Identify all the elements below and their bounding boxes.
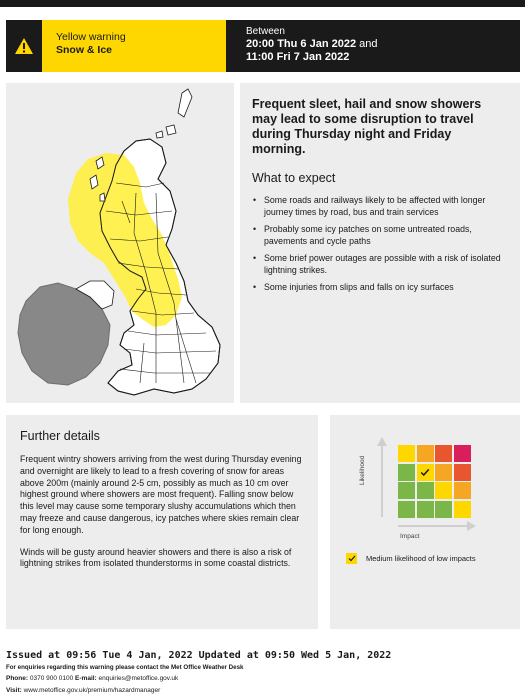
what-to-expect-list xyxy=(252,195,508,294)
impact-axis-arrow xyxy=(467,521,476,531)
likelihood-axis xyxy=(381,445,383,517)
period-start-row xyxy=(246,38,520,51)
list-item: • Probably some icy patches on some untreated roads, pavements and cycle paths xyxy=(252,224,508,247)
email-address: enquiries@metoffice.gov.uk xyxy=(98,675,179,682)
matrix-cell xyxy=(435,464,452,481)
warning-icon-box xyxy=(6,20,42,72)
matrix-cell xyxy=(398,501,415,518)
what-to-expect-title: What to expect xyxy=(252,171,336,185)
matrix-cell xyxy=(454,482,471,499)
warning-type: Snow & Ice xyxy=(56,44,113,56)
visit-url[interactable]: www.metoffice.gov.uk/premium/hazardmanager xyxy=(23,687,161,694)
matrix-cell xyxy=(398,464,415,481)
enquiries-line: For enquiries regarding this warning please contact the Met Office Weather Desk xyxy=(6,664,244,671)
matrix-cell xyxy=(398,445,415,462)
list-item: • Some roads and railways likely to be affected with longer journey times by road, bus and train services xyxy=(252,195,508,218)
legend-swatch xyxy=(346,553,357,564)
checkmark-icon xyxy=(420,468,430,477)
matrix-cell xyxy=(454,501,471,518)
what-to-expect-panel xyxy=(240,83,520,403)
matrix-cell xyxy=(417,482,434,499)
warning-map xyxy=(6,83,234,403)
matrix-cell xyxy=(398,482,415,499)
matrix-cell xyxy=(435,445,452,462)
warning-level: Yellow warning xyxy=(56,31,126,43)
visit-line xyxy=(6,687,160,694)
matrix-cell xyxy=(435,501,452,518)
email-label: E-mail: xyxy=(75,675,97,682)
warning-triangle-icon xyxy=(14,37,34,55)
matrix-cell xyxy=(454,464,471,481)
matrix-cell xyxy=(417,501,434,518)
details-paragraph: Winds will be gusty around heavier showers and there is also a risk of lightning strikes from isolated thunderstorms in some coastal districts. xyxy=(20,546,292,569)
warning-period xyxy=(226,20,520,72)
matrix-cell xyxy=(417,445,434,462)
visit-label: Visit: xyxy=(6,687,22,694)
list-item: • Some brief power outages are possible with a risk of isolated lightning strikes. xyxy=(252,253,508,276)
contact-line xyxy=(6,675,178,682)
period-end: 11:00 Fri 7 Jan 2022 xyxy=(246,51,350,63)
warning-headline: Frequent sleet, hail and snow showers may lead to some disruption to travel during Thursday night and Friday morning. xyxy=(252,97,482,156)
uk-map xyxy=(6,83,234,403)
period-start: 20:00 Thu 6 Jan 2022 xyxy=(246,38,357,50)
legend-text: Medium likelihood of low impacts xyxy=(366,554,476,563)
checkmark-icon xyxy=(348,555,356,562)
risk-matrix-panel xyxy=(330,415,520,629)
warning-level-box xyxy=(42,20,226,72)
further-details-panel xyxy=(6,415,318,629)
impact-axis xyxy=(398,525,468,527)
impact-label: Impact xyxy=(400,533,420,540)
matrix-legend xyxy=(346,553,476,564)
between-label: Between xyxy=(246,26,285,37)
further-details-title: Further details xyxy=(20,429,100,443)
risk-matrix xyxy=(398,445,471,518)
phone-number: 0370 900 0100 xyxy=(29,675,74,682)
likelihood-label: Likelihood xyxy=(359,455,366,485)
details-paragraph: Frequent wintry showers arriving from the west during Thursday evening and overnight are likely to lead to a fresh covering of snow for areas above 200m (mainly around 2-5 cm, possibly as much as 10 cm over highest ground where showers are most frequent). Falling snow below this level may cause some temporary slushy accumulations which then may freeze and cause dangerous, icy patches where skies remain clear for long enough. xyxy=(20,454,302,535)
matrix-cell xyxy=(435,482,452,499)
top-bar xyxy=(0,0,525,7)
phone-label: Phone: xyxy=(6,675,29,682)
and-word: and xyxy=(359,38,378,50)
list-item: • Some injuries from slips and falls on icy surfaces xyxy=(252,282,508,294)
warning-banner xyxy=(6,20,520,72)
period-end-row xyxy=(246,51,520,64)
matrix-cell xyxy=(417,464,434,481)
issued-line: Issued at 09:56 Tue 4 Jan, 2022 Updated at 09:50 Wed 5 Jan, 2022 xyxy=(6,650,392,661)
matrix-cell xyxy=(454,445,471,462)
